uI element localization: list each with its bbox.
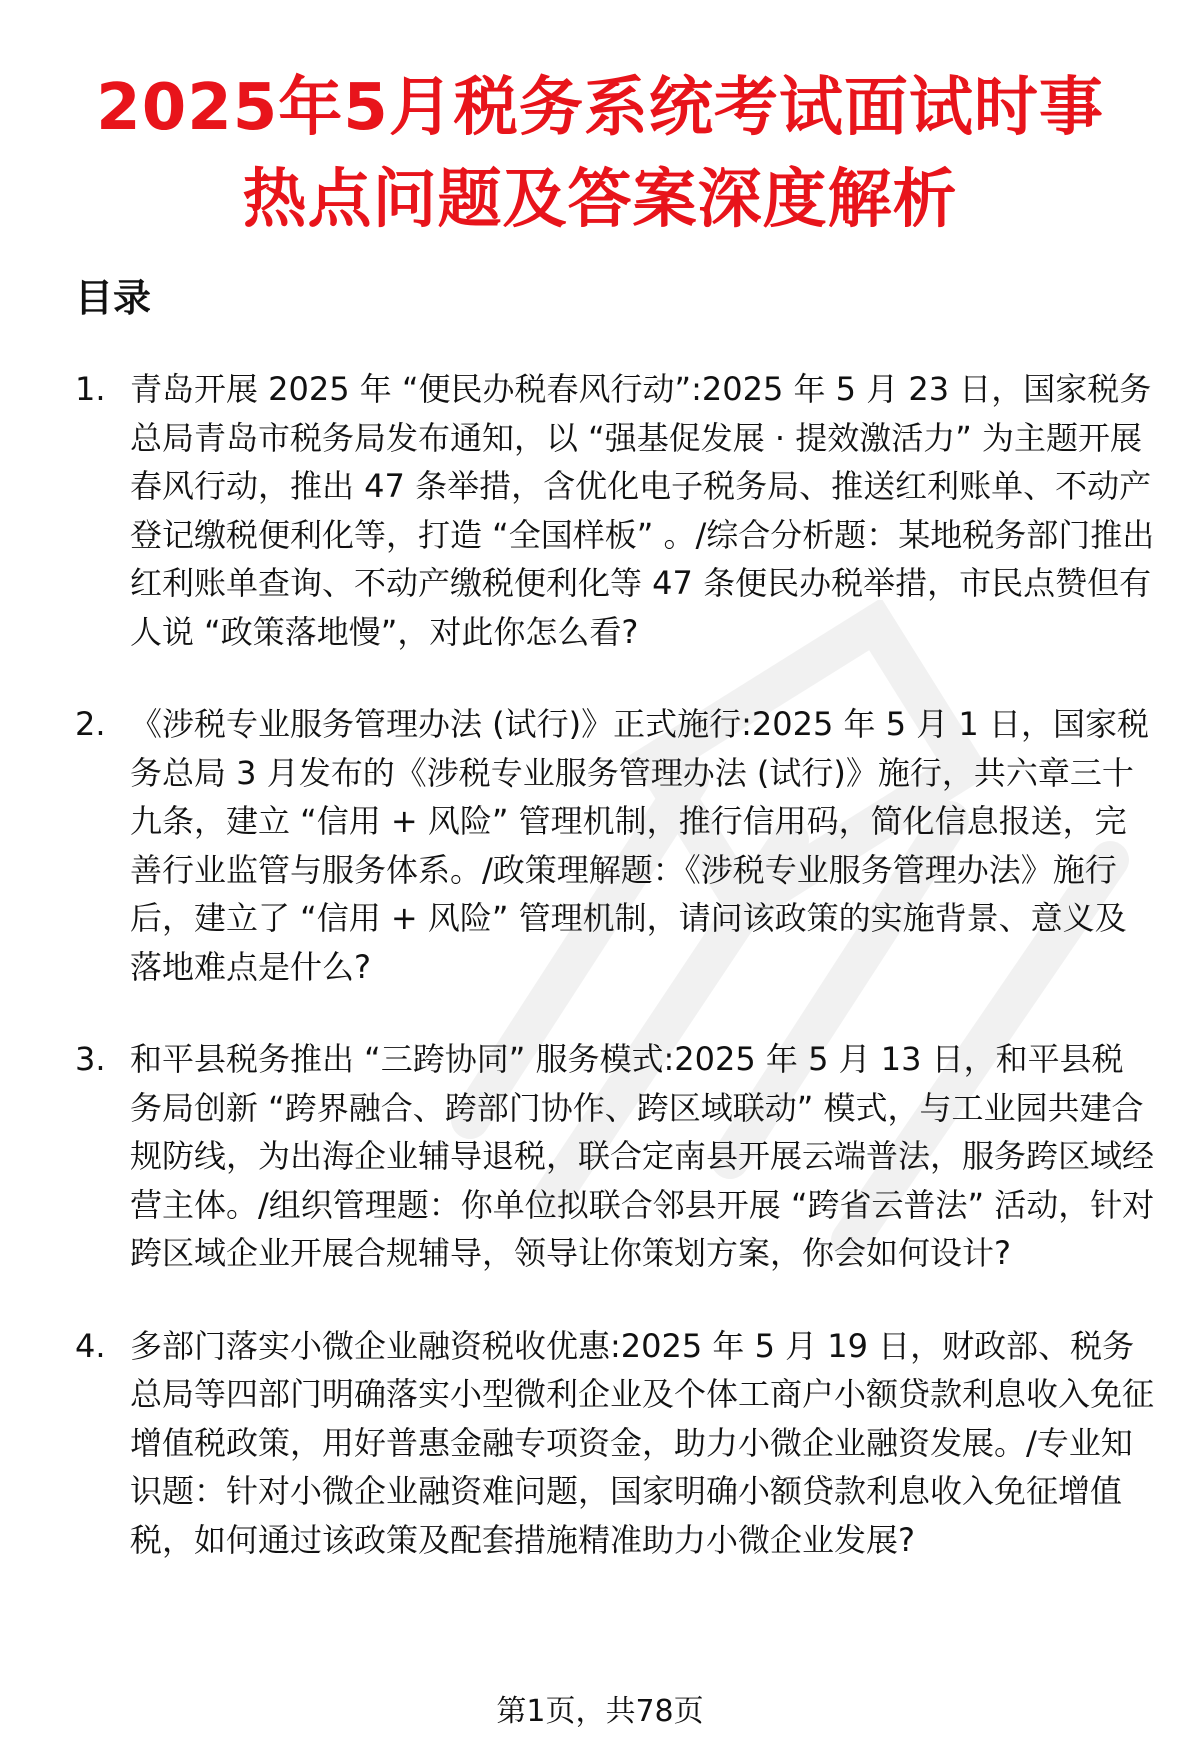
title-line-2: 热点问题及答案深度解析 [242, 163, 958, 237]
toc-item [75, 1035, 1155, 1278]
toc-item-text: 《涉税专业服务管理办法 (试行)》正式施行:2025 年 5 月 1 日，国家税务总局 3 月发布的《涉税专业服务管理办法 (试行)》施行，共六章三十九条，建立 “信用 + 风险” 管理机制，推行信用码，简化信息报送，完善行业监管与服务体系。/政策理解题：《涉税专业服务管理办法》施行后，建立了 “信用 + 风险” 管理机制，请问该政策的实施背景、意义及落地难点是什么? [130, 705, 1149, 986]
title-line-1: 2025年5月税务系统考试面试时事 [96, 71, 1104, 145]
toc-item [75, 1322, 1155, 1565]
toc-item-text: 青岛开展 2025 年 “便民办税春风行动”:2025 年 5 月 23 日，国家税务总局青岛市税务局发布通知，以 “强基促发展 · 提效激活力” 为主题开展春风行动，推出 47 条举措，含优化电子税务局、推送红利账单、不动产登记缴税便利化等，打造 “全国样板” 。/综合分析题：某地税务部门推出红利账单查询、不动产缴税便利化等 47 条便民办税举措，市民点赞但有人说 “政策落地慢”，对此你怎么看? [130, 370, 1155, 651]
toc-item [75, 365, 1155, 656]
toc-item-number: 3. [75, 1040, 106, 1078]
toc-item-text: 和平县税务推出 “三跨协同” 服务模式:2025 年 5 月 13 日，和平县税务局创新 “跨界融合、跨部门协作、跨区域联动” 模式，与工业园共建合规防线，为出海企业辅导退税，联合定南县开展云端普法，服务跨区域经营主体。/组织管理题：你单位拟联合邻县开展 “跨省云普法” 活动，针对跨区域企业开展合规辅导，领导让你策划方案，你会如何设计? [130, 1040, 1155, 1272]
document-title [40, 62, 1160, 246]
toc-item [75, 700, 1155, 991]
toc-item-number: 2. [75, 705, 106, 743]
toc-item-number: 4. [75, 1326, 106, 1365]
toc-heading: 目录 [75, 276, 152, 320]
toc-item-text: 多部门落实小微企业融资税收优惠:2025 年 5 月 19 日，财政部、税务总局等四部门明确落实小型微利企业及个体工商户小额贷款利息收入免征增值税政策，用好普惠金融专项资金，助力小微企业融资发展。/专业知识题：针对小微企业融资难问题，国家明确小额贷款利息收入免征增值税，如何通过该政策及配套措施精准助力小微企业发展? [130, 1326, 1155, 1559]
page-footer: 第1页，共78页 [496, 1694, 704, 1729]
toc-item-number: 1. [75, 370, 106, 408]
toc-list [75, 365, 1155, 1608]
